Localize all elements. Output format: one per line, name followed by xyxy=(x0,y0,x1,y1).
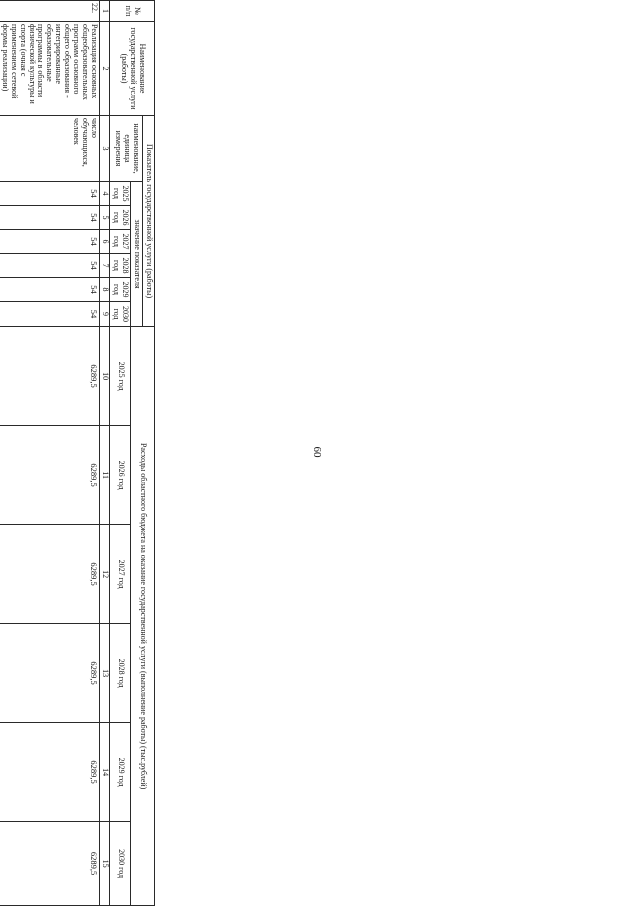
page-number: 60 xyxy=(311,446,323,458)
expense-value: 6289,5 xyxy=(0,723,100,822)
header-service-name: Наименование государственной услуги (работы) xyxy=(110,22,155,116)
column-number: 11 xyxy=(100,426,110,525)
column-number: 1 xyxy=(100,1,110,22)
header-year: 2029 год xyxy=(110,278,131,302)
column-number: 12 xyxy=(100,525,110,624)
indicator-name: число обучающихся, человек xyxy=(0,116,100,182)
indicator-value: 54 xyxy=(0,302,100,327)
column-number: 15 xyxy=(100,822,110,906)
header-year: 2026 год xyxy=(110,206,131,230)
header-year: 2027 год xyxy=(110,525,131,624)
header-no: № п/п xyxy=(110,1,155,22)
indicator-value: 54 xyxy=(0,230,100,254)
expense-value: 6289,5 xyxy=(0,327,100,426)
row-number: 22. xyxy=(0,1,100,22)
header-year: 2030 год xyxy=(110,302,131,327)
column-number: 3 xyxy=(100,116,110,182)
header-indicator-group: Показатель государственной услуги (работы) xyxy=(143,116,155,327)
column-number: 14 xyxy=(100,723,110,822)
column-number: 4 xyxy=(100,182,110,206)
header-indicator-name: наименование, единица измерения xyxy=(110,116,143,182)
indicator-value: 54 xyxy=(0,278,100,302)
column-number: 13 xyxy=(100,624,110,723)
header-year: 2027 год xyxy=(110,230,131,254)
expense-value: 6289,5 xyxy=(0,525,100,624)
header-year: 2028 год xyxy=(110,254,131,278)
header-year: 2026 год xyxy=(110,426,131,525)
expense-value: 6289,5 xyxy=(0,822,100,906)
header-expenses-group: Расходы областного бюджета на оказание государственной услуги (выполнение работы) (тыс.рублей) xyxy=(131,327,155,906)
column-number: 2 xyxy=(100,22,110,116)
column-number: 6 xyxy=(100,230,110,254)
column-number: 7 xyxy=(100,254,110,278)
column-number: 9 xyxy=(100,302,110,327)
expense-value: 6289,5 xyxy=(0,624,100,723)
service-name: Реализация основных общеобразовательных программ основного общего образования - интегрированные образовательные программы в области физической культуры и спорта (очная с применением сетевой формы реализации) xyxy=(0,22,100,116)
column-number: 10 xyxy=(100,327,110,426)
indicator-value: 54 xyxy=(0,206,100,230)
column-number: 8 xyxy=(100,278,110,302)
header-indicator-value: значение показателя xyxy=(131,182,143,327)
column-number: 5 xyxy=(100,206,110,230)
table-row xyxy=(0,1,100,906)
rotated-page-content xyxy=(0,0,155,905)
header-year: 2028 год xyxy=(110,624,131,723)
indicator-value: 54 xyxy=(0,254,100,278)
header-year: 2029 год xyxy=(110,723,131,822)
expense-value: 6289,5 xyxy=(0,426,100,525)
header-year: 2025 год xyxy=(110,327,131,426)
header-year: 2025 год xyxy=(110,182,131,206)
government-services-table xyxy=(0,0,155,906)
header-year: 2030 год xyxy=(110,822,131,906)
indicator-value: 54 xyxy=(0,182,100,206)
